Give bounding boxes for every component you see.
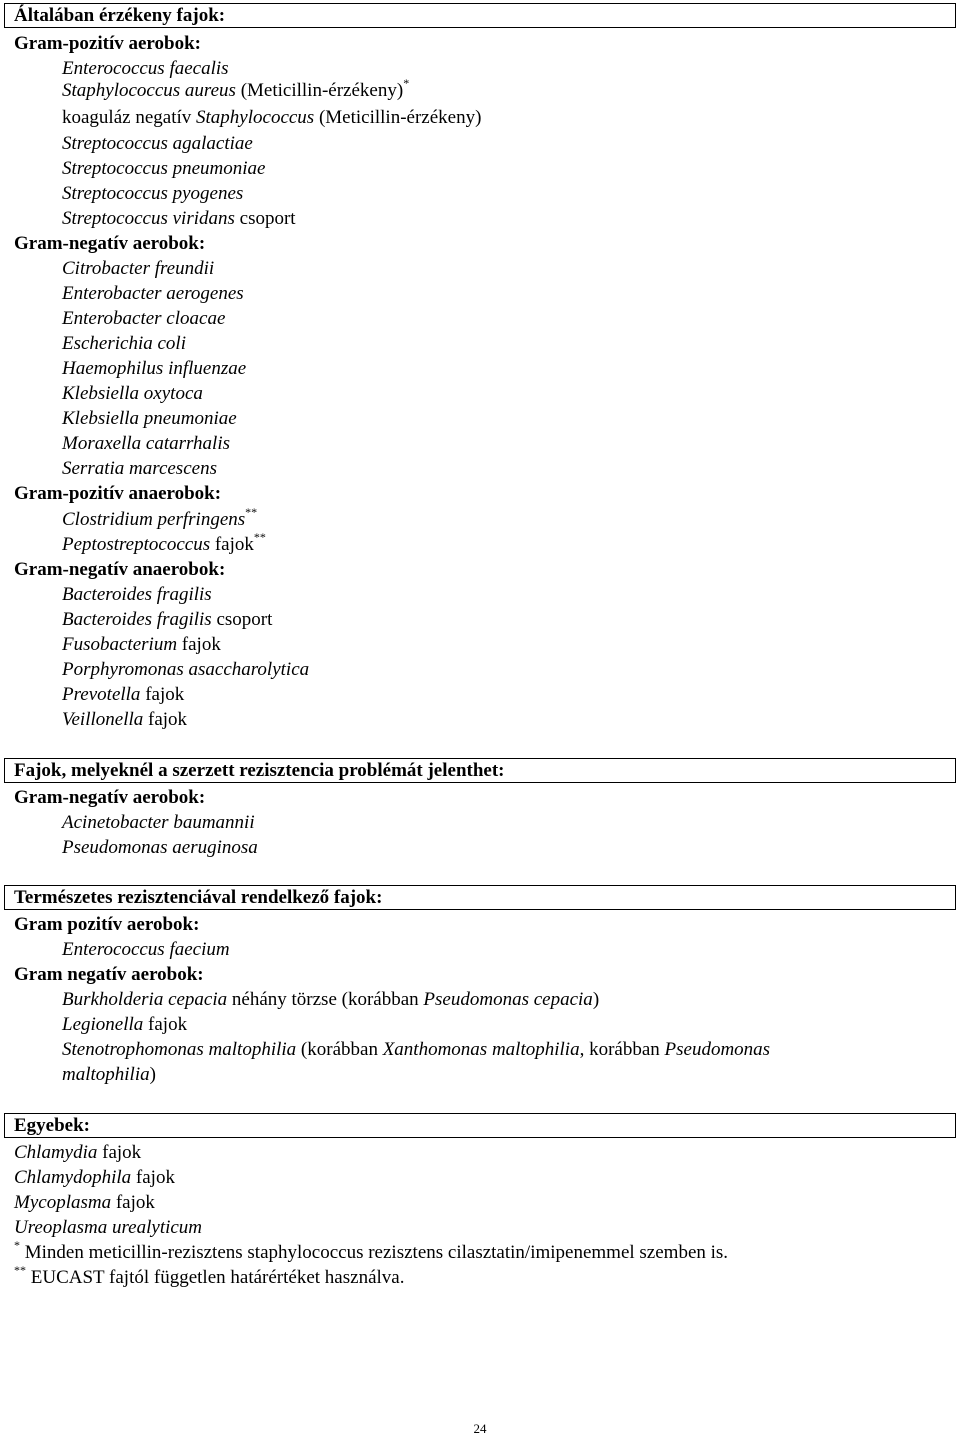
section-heading-susceptible: Általában érzékeny fajok: bbox=[4, 3, 956, 28]
group-gram-negative-aerobic: Gram-negatív aerobok: bbox=[14, 787, 206, 808]
group-gram-positive-aerobic: Gram-pozitív aerobok: bbox=[14, 33, 201, 54]
species-item: Streptococcus viridans csoport bbox=[62, 208, 296, 229]
species-item: Burkholderia cepacia néhány törzse (korábban Pseudomonas cepacia) bbox=[62, 989, 600, 1010]
species-item: Escherichia coli bbox=[62, 333, 186, 354]
species-item: Stenotrophomonas maltophilia (korábban Xanthomonas maltophilia, korábban Pseudomonas bbox=[62, 1039, 771, 1060]
species-item: Legionella fajok bbox=[62, 1014, 188, 1035]
species-item: Enterobacter aerogenes bbox=[62, 283, 244, 304]
species-item: Chlamydia fajok bbox=[14, 1142, 142, 1163]
species-item: Pseudomonas aeruginosa bbox=[62, 837, 258, 858]
species-item-continuation: maltophilia) bbox=[62, 1064, 156, 1085]
species-item: Serratia marcescens bbox=[62, 458, 217, 479]
group-gram-negative-aerobic: Gram negatív aerobok: bbox=[14, 964, 204, 985]
species-item: Veillonella fajok bbox=[62, 709, 188, 730]
species-item: Enterococcus faecium bbox=[62, 939, 230, 960]
species-item: Bacteroides fragilis bbox=[62, 584, 212, 605]
species-item: Staphylococcus aureus (Meticillin-érzékeny)* bbox=[62, 75, 410, 101]
section-heading-other: Egyebek: bbox=[4, 1113, 956, 1138]
species-item: Fusobacterium fajok bbox=[62, 634, 221, 655]
section-heading-intrinsic-resistance: Természetes rezisztenciával rendelkező fajok: bbox=[4, 885, 956, 910]
species-item: Enterobacter cloacae bbox=[62, 308, 226, 329]
species-item: Klebsiella pneumoniae bbox=[62, 408, 237, 429]
species-item: Ureoplasma urealyticum bbox=[14, 1217, 203, 1238]
species-item: Prevotella fajok bbox=[62, 684, 185, 705]
species-item: Chlamydophila fajok bbox=[14, 1167, 175, 1188]
page-number: 24 bbox=[473, 1421, 487, 1436]
section-heading-acquired-resistance: Fajok, melyeknél a szerzett rezisztencia problémát jelenthet: bbox=[4, 758, 956, 783]
species-item: Citrobacter freundii bbox=[62, 258, 215, 279]
species-item: Peptostreptococcus fajok** bbox=[62, 529, 266, 555]
footnote-2: ** EUCAST fajtól független határértéket használva. bbox=[14, 1262, 405, 1288]
species-item: Bacteroides fragilis csoport bbox=[62, 609, 273, 630]
species-item: Streptococcus agalactiae bbox=[62, 133, 253, 154]
species-item: Moraxella catarrhalis bbox=[62, 433, 231, 454]
species-item: Acinetobacter baumannii bbox=[62, 812, 255, 833]
species-item: Streptococcus pneumoniae bbox=[62, 158, 266, 179]
footnote-1: * Minden meticillin-rezisztens staphylococcus rezisztens cilasztatin/imipenemmel szemben is. bbox=[14, 1237, 729, 1263]
group-gram-positive-aerobic: Gram pozitív aerobok: bbox=[14, 914, 200, 935]
species-item: Mycoplasma fajok bbox=[14, 1192, 155, 1213]
species-item: Porphyromonas asaccharolytica bbox=[62, 659, 310, 680]
species-item: Klebsiella oxytoca bbox=[62, 383, 203, 404]
species-item: koaguláz negatív Staphylococcus (Meticillin-érzékeny) bbox=[62, 107, 482, 128]
species-item: Haemophilus influenzae bbox=[62, 358, 247, 379]
group-gram-positive-anaerobic: Gram-pozitív anaerobok: bbox=[14, 483, 222, 504]
species-item: Clostridium perfringens** bbox=[62, 504, 258, 530]
species-item: Streptococcus pyogenes bbox=[62, 183, 244, 204]
group-gram-negative-anaerobic: Gram-negatív anaerobok: bbox=[14, 559, 226, 580]
group-gram-negative-aerobic: Gram-negatív aerobok: bbox=[14, 233, 206, 254]
species-item: Enterococcus faecalis bbox=[62, 58, 229, 79]
